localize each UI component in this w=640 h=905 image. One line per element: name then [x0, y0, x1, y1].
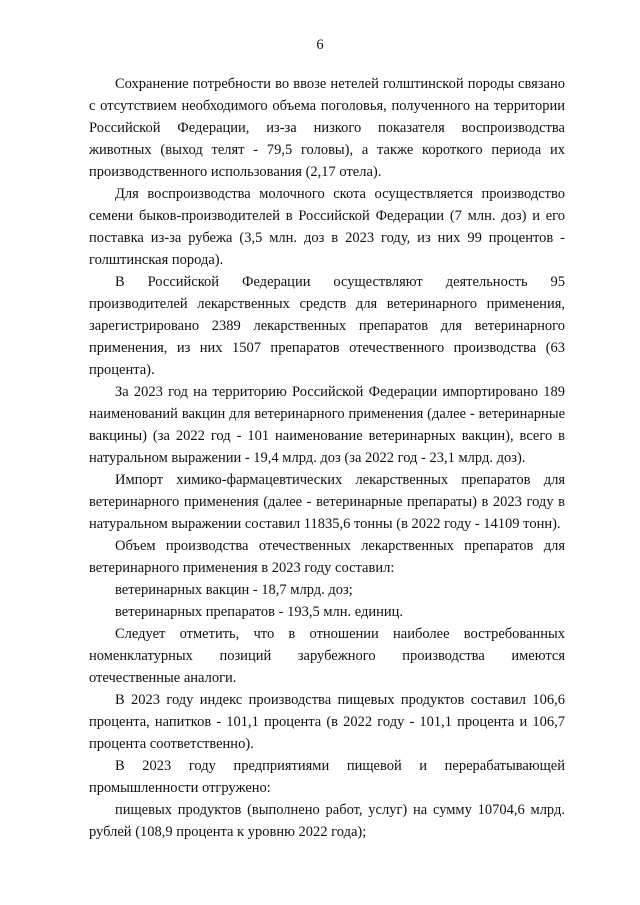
document-body: [89, 73, 565, 843]
paragraph-holstein-import: Сохранение потребности во ввозе нетелей голштинской породы связано с отсутствием необходимого объема поголовья, полученного на территории Российской Федерации, из-за низкого показателя воспроизводства животных (выход телят - 79,5 головы), а также короткого периода их производственного использования (2,17 отела).: [89, 76, 565, 180]
paragraph-vaccine-import: За 2023 год на территорию Российской Федерации импортировано 189 наименований вакцин для ветеринарного применения (далее - ветеринарные вакцины) (за 2022 год - 101 наименование ветеринарных вакцин), всего в натуральном выражении - 19,4 млрд. доз (за 2022 год - 23,1 млрд. доз).: [89, 384, 565, 466]
paragraph-domestic-production: Объем производства отечественных лекарственных препаратов для ветеринарного применения в 2023 году составил:: [89, 538, 565, 576]
paragraph-food-products-sum: пищевых продуктов (выполнено работ, услуг) на сумму 10704,6 млрд. рублей (108,9 процента к уровню 2022 года);: [89, 802, 565, 840]
paragraph-vaccines-volume: ветеринарных вакцин - 18,7 млрд. доз;: [115, 582, 353, 598]
page-number: 6: [316, 37, 324, 53]
paragraph-drugs-volume: ветеринарных препаратов - 193,5 млн. единиц.: [115, 604, 404, 620]
paragraph-food-index: В 2023 году индекс производства пищевых продуктов составил 106,6 процента, напитков - 101,1 процента (в 2022 году - 101,1 процента и 106,7 процента соответственно).: [89, 692, 565, 752]
paragraph-vet-manufacturers: В Российской Федерации осуществляют деятельность 95 производителей лекарственных средств для ветеринарного применения, зарегистрировано 2389 лекарственных препаратов для ветеринарного применения, из них 1507 препаратов отечественного производства (63 процента).: [89, 274, 565, 378]
paragraph-drug-import: Импорт химико-фармацевтических лекарственных препаратов для ветеринарного применения (далее - ветеринарные препараты) в 2023 году в натуральном выражении составил 11835,6 тонны (в 2022 году - 14109 тонн).: [89, 472, 565, 532]
paragraph-shipped: В 2023 году предприятиями пищевой и перерабатывающей промышленности отгружено:: [89, 758, 565, 796]
paragraph-semen-production: Для воспроизводства молочного скота осуществляется производство семени быков-производителей в Российской Федерации (7 млн. доз) и его поставка из-за рубежа (3,5 млн. доз в 2023 году, из них 99 процентов - голштинская порода).: [89, 186, 565, 268]
paragraph-domestic-analogues: Следует отметить, что в отношении наиболее востребованных номенклатурных позиций зарубежного производства имеются отечественные аналоги.: [89, 626, 565, 686]
